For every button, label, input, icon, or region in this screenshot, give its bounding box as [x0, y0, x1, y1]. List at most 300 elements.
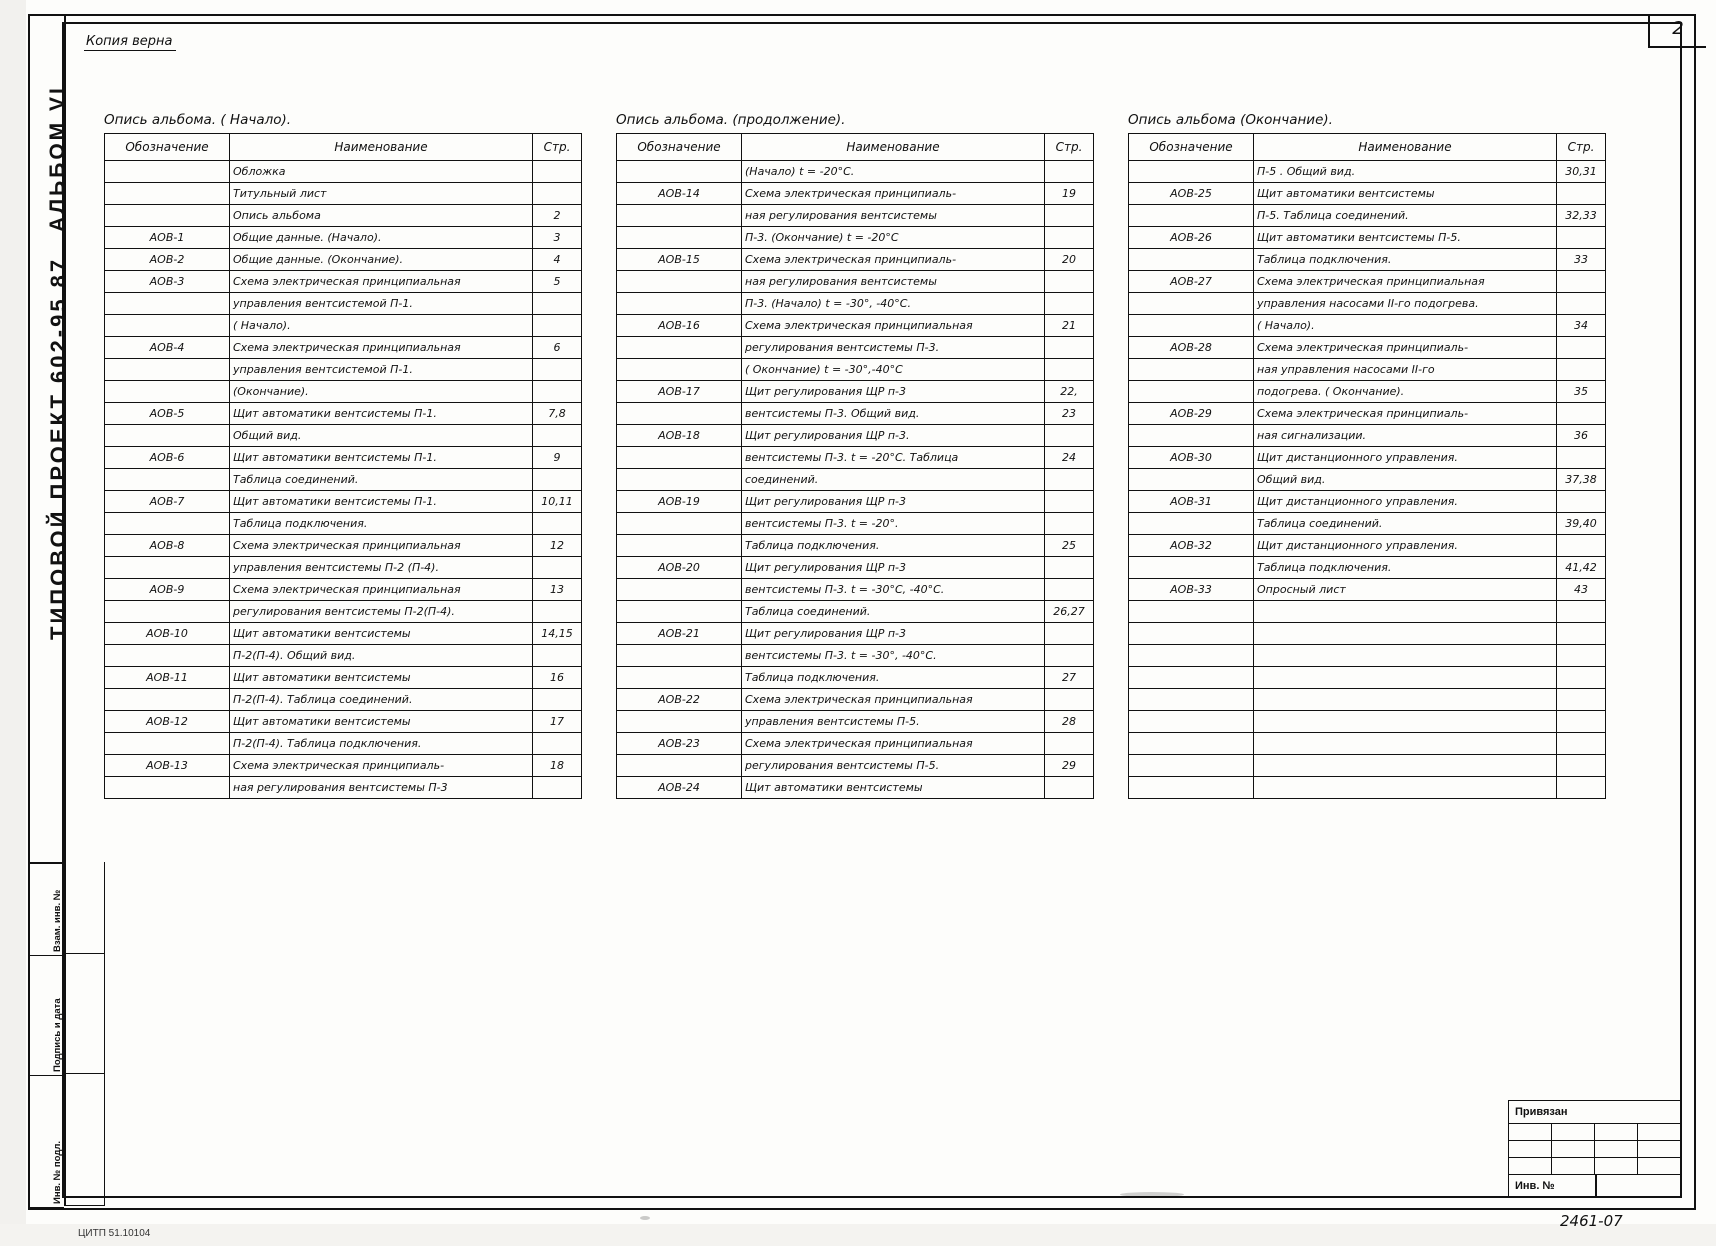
table-row	[617, 403, 1094, 425]
cell-designation: АОВ-1	[105, 227, 230, 249]
column-header-page: Стр.	[1557, 134, 1606, 161]
cell-designation: АОВ-2	[105, 249, 230, 271]
cell-title: Схема электрическая принципиаль-	[230, 755, 533, 777]
column-header-title: Наименование	[1254, 134, 1557, 161]
table-row	[617, 161, 1094, 183]
cell-designation	[617, 227, 742, 249]
cell-page: 25	[1045, 535, 1094, 557]
cell-title	[1254, 601, 1557, 623]
cell-title: регулирования вентсистемы П-3.	[742, 337, 1045, 359]
cell-designation	[617, 513, 742, 535]
table-row	[1129, 381, 1606, 403]
table-row	[105, 535, 582, 557]
cell-page	[1045, 579, 1094, 601]
privyazan-cell	[1552, 1141, 1595, 1158]
table-row	[1129, 403, 1606, 425]
table-row	[617, 491, 1094, 513]
table-row	[105, 315, 582, 337]
cell-designation	[1129, 755, 1254, 777]
cell-designation: АОВ-18	[617, 425, 742, 447]
cell-title: Схема электрическая принципиальная	[742, 689, 1045, 711]
cell-designation	[1129, 425, 1254, 447]
table-row	[105, 425, 582, 447]
stamp-row	[30, 1076, 64, 1208]
cell-title: Щит регулирования ЩР п-3	[742, 557, 1045, 579]
cell-title: Общий вид.	[1254, 469, 1557, 491]
stamp-row-label: Взам. инв. №	[52, 889, 63, 952]
cell-title: Схема электрическая принципиальная	[1254, 271, 1557, 293]
cell-page	[1557, 667, 1606, 689]
cell-title: регулирования вентсистемы П-2(П-4).	[230, 601, 533, 623]
cell-designation	[1129, 161, 1254, 183]
cell-title: вентсистемы П-3. t = -30°С, -40°С.	[742, 579, 1045, 601]
cell-page: 12	[533, 535, 582, 557]
cell-title: подогрева. ( Окончание).	[1254, 381, 1557, 403]
cell-designation: АОВ-17	[617, 381, 742, 403]
cell-page	[1045, 205, 1094, 227]
cell-title: Щит автоматики вентсистемы П-5.	[1254, 227, 1557, 249]
table-row	[1129, 557, 1606, 579]
cell-page	[533, 689, 582, 711]
privyazan-title: Привязан	[1509, 1101, 1681, 1124]
cell-designation	[1129, 315, 1254, 337]
opis-table-start	[104, 112, 582, 799]
cell-designation	[105, 777, 230, 799]
cell-title: вентсистемы П-3. t = -30°, -40°С.	[742, 645, 1045, 667]
column-header-designation: Обозначение	[617, 134, 742, 161]
cell-designation	[617, 601, 742, 623]
opis-table	[104, 133, 582, 799]
cell-page: 30,31	[1557, 161, 1606, 183]
table-row	[1129, 161, 1606, 183]
cell-title: Опросный лист	[1254, 579, 1557, 601]
table-row	[1129, 667, 1606, 689]
table-row	[617, 777, 1094, 799]
cell-designation	[105, 469, 230, 491]
cell-page: 13	[533, 579, 582, 601]
cell-page: 9	[533, 447, 582, 469]
table-row	[105, 491, 582, 513]
cell-title: Схема электрическая принципиаль-	[742, 183, 1045, 205]
cell-page	[1045, 491, 1094, 513]
table-row	[1129, 689, 1606, 711]
table-row	[1129, 513, 1606, 535]
opis-table-caption: Опись альбома. ( Начало).	[104, 112, 292, 128]
privyazan-inv-label: Инв. №	[1515, 1180, 1555, 1192]
cell-page: 36	[1557, 425, 1606, 447]
table-row	[105, 667, 582, 689]
title-block-stamp-column	[30, 862, 64, 1208]
cell-page: 41,42	[1557, 557, 1606, 579]
cell-page	[533, 733, 582, 755]
cell-page	[533, 601, 582, 623]
cell-title: Щит автоматики вентсистемы	[230, 711, 533, 733]
cell-page: 37,38	[1557, 469, 1606, 491]
cell-designation	[1129, 623, 1254, 645]
cell-page	[1557, 337, 1606, 359]
cell-page: 43	[1557, 579, 1606, 601]
cell-title: вентсистемы П-3. t = -20°С. Таблица	[742, 447, 1045, 469]
cell-page	[1557, 535, 1606, 557]
cell-title: Щит автоматики вентсистемы	[1254, 183, 1557, 205]
cell-title: (Начало) t = -20°С.	[742, 161, 1045, 183]
cell-title: Щит автоматики вентсистемы	[742, 777, 1045, 799]
cell-designation: АОВ-24	[617, 777, 742, 799]
cell-title: вентсистемы П-3. t = -20°.	[742, 513, 1045, 535]
cell-title: П-3. (Начало) t = -30°, -40°С.	[742, 293, 1045, 315]
cell-title: регулирования вентсистемы П-5.	[742, 755, 1045, 777]
cell-title: Схема электрическая принципиальная	[230, 535, 533, 557]
cell-page	[1557, 755, 1606, 777]
cell-page: 5	[533, 271, 582, 293]
cell-designation: АОВ-27	[1129, 271, 1254, 293]
cell-designation	[1129, 205, 1254, 227]
table-row	[617, 513, 1094, 535]
column-header-title: Наименование	[742, 134, 1045, 161]
cell-title: Таблица соединений.	[230, 469, 533, 491]
cell-page	[1557, 227, 1606, 249]
cell-title: Таблица соединений.	[742, 601, 1045, 623]
privyazan-cell	[1552, 1158, 1595, 1175]
table-row	[617, 183, 1094, 205]
cell-designation	[105, 513, 230, 535]
cell-designation	[105, 315, 230, 337]
cell-page: 16	[533, 667, 582, 689]
cell-page	[533, 315, 582, 337]
cell-designation	[617, 755, 742, 777]
table-row	[105, 249, 582, 271]
cell-page	[533, 777, 582, 799]
stamp-row-divider	[64, 1074, 104, 1206]
stamp-row-label: Инв. № подл.	[52, 1140, 63, 1204]
table-row	[617, 755, 1094, 777]
cell-title: Таблица подключения.	[1254, 249, 1557, 271]
table-row	[105, 381, 582, 403]
opis-table	[616, 133, 1094, 799]
cell-page	[533, 425, 582, 447]
cell-title	[1254, 623, 1557, 645]
cell-page	[1557, 447, 1606, 469]
cell-designation: АОВ-8	[105, 535, 230, 557]
cell-title: Щит дистанционного управления.	[1254, 491, 1557, 513]
cell-title: (Окончание).	[230, 381, 533, 403]
cell-designation	[617, 579, 742, 601]
cell-designation: АОВ-16	[617, 315, 742, 337]
cell-page	[1045, 689, 1094, 711]
cell-designation: АОВ-15	[617, 249, 742, 271]
cell-designation: АОВ-13	[105, 755, 230, 777]
cell-title: управления вентсистемы П-5.	[742, 711, 1045, 733]
cell-designation	[105, 645, 230, 667]
cell-title: Опись альбома	[230, 205, 533, 227]
table-row	[617, 535, 1094, 557]
privyazan-cell	[1638, 1158, 1681, 1175]
cell-designation: АОВ-14	[617, 183, 742, 205]
cell-title: Щит регулирования ЩР п-3.	[742, 425, 1045, 447]
cell-designation: АОВ-5	[105, 403, 230, 425]
cell-title: П-2(П-4). Таблица подключения.	[230, 733, 533, 755]
cell-title: П-3. (Окончание) t = -20°С	[742, 227, 1045, 249]
cell-title	[1254, 755, 1557, 777]
cell-designation	[1129, 293, 1254, 315]
cell-designation	[105, 205, 230, 227]
cell-title: Схема электрическая принципиаль-	[1254, 337, 1557, 359]
cell-designation	[617, 161, 742, 183]
cell-title: управления вентсистемой П-1.	[230, 293, 533, 315]
cell-designation: АОВ-30	[1129, 447, 1254, 469]
table-row	[105, 711, 582, 733]
table-row	[617, 447, 1094, 469]
privyazan-cell	[1595, 1158, 1638, 1175]
cell-designation	[617, 271, 742, 293]
column-header-page: Стр.	[1045, 134, 1094, 161]
cell-title: Щит регулирования ЩР п-3	[742, 491, 1045, 513]
privyazan-cell	[1638, 1124, 1681, 1141]
cell-designation: АОВ-19	[617, 491, 742, 513]
cell-title: управления насосами II-го подогрева.	[1254, 293, 1557, 315]
cell-title: вентсистемы П-3. Общий вид.	[742, 403, 1045, 425]
table-row	[617, 733, 1094, 755]
cell-page	[533, 183, 582, 205]
cell-designation	[105, 161, 230, 183]
cell-designation	[1129, 381, 1254, 403]
table-row	[1129, 337, 1606, 359]
table-row	[1129, 535, 1606, 557]
table-row	[617, 711, 1094, 733]
cell-designation	[1129, 601, 1254, 623]
cell-page	[1557, 777, 1606, 799]
scan-artifact	[640, 1216, 650, 1220]
table-row	[1129, 645, 1606, 667]
cell-designation: АОВ-6	[105, 447, 230, 469]
cell-designation	[1129, 359, 1254, 381]
cell-page	[533, 293, 582, 315]
cell-title: Щит автоматики вентсистемы	[230, 623, 533, 645]
cell-page	[533, 557, 582, 579]
cell-page	[1045, 337, 1094, 359]
cell-title: Таблица подключения.	[230, 513, 533, 535]
cell-designation	[617, 447, 742, 469]
table-row	[1129, 469, 1606, 491]
table-row	[105, 623, 582, 645]
cell-designation: АОВ-28	[1129, 337, 1254, 359]
table-row	[105, 293, 582, 315]
cell-designation	[1129, 469, 1254, 491]
copy-verified-stamp: Копия верна	[86, 34, 173, 49]
cell-title	[1254, 733, 1557, 755]
cell-designation	[105, 601, 230, 623]
table-row	[617, 645, 1094, 667]
table-row	[1129, 579, 1606, 601]
cell-page	[1045, 359, 1094, 381]
cell-page: 39,40	[1557, 513, 1606, 535]
cell-page: 19	[1045, 183, 1094, 205]
cell-title: Щит дистанционного управления.	[1254, 535, 1557, 557]
scan-edge-left	[0, 0, 26, 1246]
opis-table	[1128, 133, 1606, 799]
cell-title: Схема электрическая принципиальная	[742, 733, 1045, 755]
cell-title: Щит автоматики вентсистемы	[230, 667, 533, 689]
scan-artifact	[1120, 1192, 1184, 1197]
cell-designation	[105, 557, 230, 579]
cell-page	[1557, 403, 1606, 425]
cell-title: Схема электрическая принципиальная	[742, 315, 1045, 337]
cell-page: 27	[1045, 667, 1094, 689]
scan-edge-bottom	[0, 1224, 1716, 1246]
table-row	[1129, 249, 1606, 271]
column-header-designation: Обозначение	[105, 134, 230, 161]
privyazan-foot-divider	[1595, 1175, 1597, 1197]
cell-designation: АОВ-25	[1129, 183, 1254, 205]
cell-title	[1254, 777, 1557, 799]
table-row	[617, 337, 1094, 359]
cell-page	[533, 359, 582, 381]
cell-designation: АОВ-26	[1129, 227, 1254, 249]
copy-verified-underline	[84, 50, 176, 51]
cell-designation: АОВ-3	[105, 271, 230, 293]
table-row	[105, 755, 582, 777]
cell-title: Схема электрическая принципиальная	[230, 579, 533, 601]
cell-page	[533, 469, 582, 491]
cell-page	[533, 513, 582, 535]
privyazan-block	[1508, 1100, 1682, 1198]
cell-title: Схема электрическая принципиаль-	[742, 249, 1045, 271]
table-row	[1129, 359, 1606, 381]
cell-title	[1254, 711, 1557, 733]
cell-designation	[617, 359, 742, 381]
cell-designation	[1129, 777, 1254, 799]
cell-designation	[105, 689, 230, 711]
cell-page	[1557, 271, 1606, 293]
cell-title: П-2(П-4). Таблица соединений.	[230, 689, 533, 711]
cell-designation	[617, 337, 742, 359]
cell-page: 17	[533, 711, 582, 733]
table-row	[105, 205, 582, 227]
cell-page	[1557, 733, 1606, 755]
table-row	[105, 579, 582, 601]
stamp-row-divider	[64, 862, 104, 954]
table-row	[617, 381, 1094, 403]
column-header-page: Стр.	[533, 134, 582, 161]
cell-page: 26,27	[1045, 601, 1094, 623]
cell-designation	[1129, 667, 1254, 689]
privyazan-cell	[1509, 1158, 1552, 1175]
cell-page: 10,11	[533, 491, 582, 513]
cell-page	[533, 645, 582, 667]
cell-designation	[617, 711, 742, 733]
cell-designation	[105, 293, 230, 315]
table-row	[1129, 755, 1606, 777]
column-header-title: Наименование	[230, 134, 533, 161]
cell-page: 18	[533, 755, 582, 777]
privyazan-cell	[1509, 1124, 1552, 1141]
table-row	[1129, 733, 1606, 755]
table-row	[617, 271, 1094, 293]
table-row	[105, 227, 582, 249]
cell-designation: АОВ-7	[105, 491, 230, 513]
cell-page: 2	[533, 205, 582, 227]
cell-title: ная регулирования вентсистемы	[742, 205, 1045, 227]
cell-page: 34	[1557, 315, 1606, 337]
cell-title: Общий вид.	[230, 425, 533, 447]
table-row	[617, 425, 1094, 447]
cell-title	[1254, 645, 1557, 667]
table-row	[105, 337, 582, 359]
cell-designation	[1129, 249, 1254, 271]
sheet-form-code: ЦИТП 51.10104	[78, 1228, 151, 1239]
sheet-bottom-code: 2461-07	[1560, 1212, 1623, 1230]
table-row	[1129, 227, 1606, 249]
opis-table-caption: Опись альбома. (продолжение).	[616, 112, 846, 128]
table-row	[617, 557, 1094, 579]
cell-designation	[1129, 733, 1254, 755]
cell-title: Обложка	[230, 161, 533, 183]
cell-title: Общие данные. (Окончание).	[230, 249, 533, 271]
table-row	[1129, 491, 1606, 513]
cell-designation: АОВ-32	[1129, 535, 1254, 557]
cell-designation: АОВ-23	[617, 733, 742, 755]
cell-page	[1045, 293, 1094, 315]
table-row	[617, 205, 1094, 227]
opis-table-continued	[616, 112, 1094, 799]
cell-designation	[1129, 645, 1254, 667]
table-header-row	[1129, 134, 1606, 161]
cell-page	[1557, 359, 1606, 381]
cell-page: 6	[533, 337, 582, 359]
table-row	[1129, 205, 1606, 227]
cell-title: Щит автоматики вентсистемы П-1.	[230, 447, 533, 469]
cell-title: Щит автоматики вентсистемы П-1.	[230, 403, 533, 425]
table-row	[105, 601, 582, 623]
cell-page	[1045, 425, 1094, 447]
table-row	[617, 227, 1094, 249]
cell-page	[1557, 183, 1606, 205]
cell-page	[1557, 645, 1606, 667]
cell-title: ная управления насосами II-го	[1254, 359, 1557, 381]
cell-title	[1254, 667, 1557, 689]
cell-designation	[617, 205, 742, 227]
cell-page: 24	[1045, 447, 1094, 469]
cell-designation	[617, 645, 742, 667]
cell-title: Щит регулирования ЩР п-3	[742, 623, 1045, 645]
table-row	[105, 557, 582, 579]
cell-page: 23	[1045, 403, 1094, 425]
opis-table-end	[1128, 112, 1606, 799]
table-row	[105, 161, 582, 183]
cell-title: ная регулирования вентсистемы	[742, 271, 1045, 293]
table-row	[617, 623, 1094, 645]
cell-title: Схема электрическая принципиальная	[230, 271, 533, 293]
vertical-project-title: ТИПОВОЙ ПРОЕКТ 602-95.87	[46, 256, 71, 640]
cell-page: 28	[1045, 711, 1094, 733]
privyazan-cell	[1509, 1141, 1552, 1158]
table-row	[617, 667, 1094, 689]
cell-title: Щит регулирования ЩР п-3	[742, 381, 1045, 403]
cell-page	[1045, 469, 1094, 491]
cell-page: 32,33	[1557, 205, 1606, 227]
cell-designation	[105, 381, 230, 403]
cell-page	[1045, 513, 1094, 535]
cell-page: 22,	[1045, 381, 1094, 403]
page-number: 2	[1648, 14, 1706, 48]
cell-title	[1254, 689, 1557, 711]
cell-designation: АОВ-33	[1129, 579, 1254, 601]
table-row	[1129, 447, 1606, 469]
cell-designation: АОВ-21	[617, 623, 742, 645]
cell-page	[1557, 601, 1606, 623]
table-row	[1129, 601, 1606, 623]
cell-title: управления вентсистемы П-2 (П-4).	[230, 557, 533, 579]
